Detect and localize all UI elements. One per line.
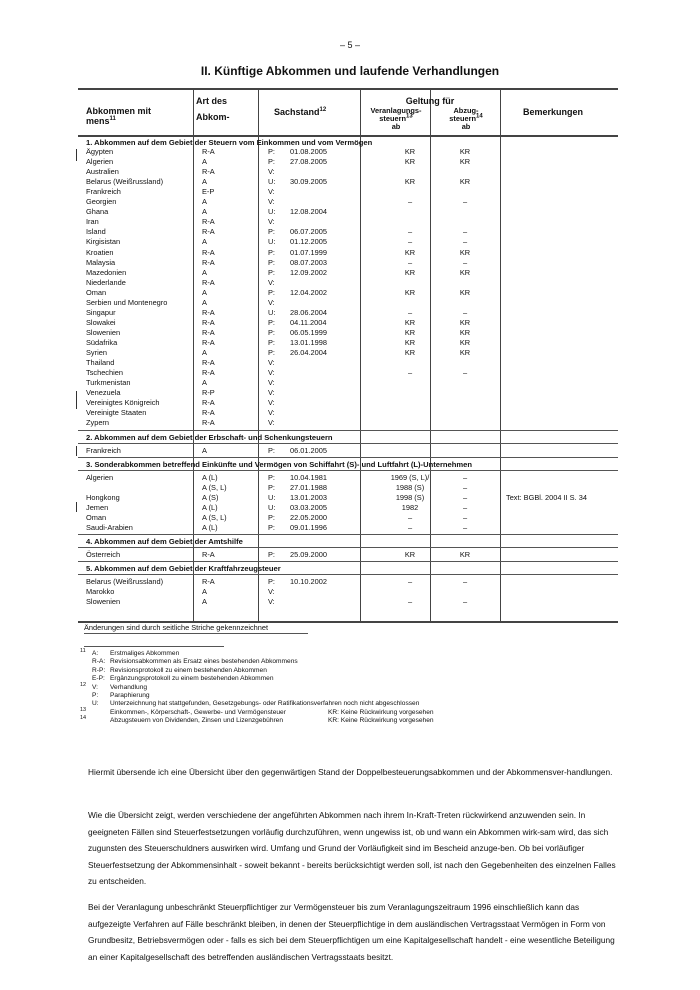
footnote-abbreviation: R-P: xyxy=(92,666,106,674)
cell-date: 12.08.2004 xyxy=(290,207,327,217)
cell-withholding: – xyxy=(462,368,468,378)
cell-date: 01.07.1999 xyxy=(290,247,327,257)
cell-withholding: KR xyxy=(459,147,471,156)
cell-type: R-A xyxy=(202,227,215,237)
section-rule xyxy=(78,457,618,458)
cell-country: Slowenien xyxy=(86,597,121,606)
cell-status: P: xyxy=(268,157,275,167)
cell-status: U: xyxy=(268,177,276,187)
footnote-line xyxy=(80,717,600,725)
table-row xyxy=(78,288,618,298)
table-row xyxy=(78,197,618,207)
cell-country: Ghana xyxy=(86,207,109,217)
cell-date: 09.01.1996 xyxy=(290,523,327,532)
header-col-remarks: Bemerkungen xyxy=(523,107,584,117)
table-row xyxy=(78,483,618,493)
cell-withholding: – xyxy=(462,503,468,512)
footnote-line xyxy=(80,650,600,658)
cell-country: Saudi-Arabien xyxy=(86,523,133,532)
table-row xyxy=(78,248,618,258)
cell-type: R-A xyxy=(202,337,215,347)
table-row xyxy=(78,368,618,378)
cell-status: P: xyxy=(268,247,275,257)
cell-status: P: xyxy=(268,327,275,337)
table-row xyxy=(78,408,618,418)
header-rule xyxy=(78,135,618,137)
cell-status: P: xyxy=(268,513,275,522)
cell-status: P: xyxy=(268,577,275,586)
cell-type: A (S, L) xyxy=(202,513,227,522)
cell-country: Iran xyxy=(86,217,99,227)
cell-status: P: xyxy=(268,348,275,357)
cell-status: U: xyxy=(268,207,276,217)
cell-withholding: KR xyxy=(459,327,471,337)
footnote-abbreviation: R-A: xyxy=(92,658,106,666)
cell-assessment: KR xyxy=(404,317,416,327)
cell-type: A xyxy=(202,237,207,247)
cell-country: Serbien und Montenegro xyxy=(86,297,168,307)
cell-status: V: xyxy=(268,358,275,368)
section-title-income-tax: 1. Abkommen auf dem Gebiet der Steuern vom Einkommen und vom Vermögen xyxy=(86,138,373,147)
cell-status: P: xyxy=(268,147,275,156)
cell-type: A xyxy=(202,587,207,596)
table-row xyxy=(78,473,618,483)
cell-withholding: – xyxy=(462,257,468,267)
table-row xyxy=(78,308,618,318)
cell-assessment: 1982 xyxy=(401,503,419,512)
cell-assessment: – xyxy=(407,197,413,207)
cell-assessment: – xyxy=(407,577,413,586)
cell-date: 10.10.2002 xyxy=(290,577,327,586)
cell-status: V: xyxy=(268,187,275,197)
header-col-status: Sachstand$^{12}$ xyxy=(274,107,327,117)
cell-country: Slowakei xyxy=(86,317,116,327)
footnote-text: Abzugsteuern von Dividenden, Zinsen und Lizenzgebühren xyxy=(110,717,284,725)
cell-country: Oman xyxy=(86,513,107,522)
cell-status: P: xyxy=(268,337,275,347)
cell-date: 10.04.1981 xyxy=(290,473,327,482)
cell-country: Algerien xyxy=(86,473,114,482)
cell-withholding: KR xyxy=(459,287,471,297)
cell-type: R-A xyxy=(202,167,215,177)
cell-assessment: – xyxy=(407,513,413,522)
footnote-text: Einkommen-, Körperschaft-, Gewerbe- und Vermögensteuer xyxy=(110,708,286,716)
cell-withholding: KR xyxy=(459,317,471,327)
cell-status: V: xyxy=(268,408,275,418)
cell-status: U: xyxy=(268,307,276,317)
footnote-text-note: KR: Keine Rückwirkung vorgesehen xyxy=(328,708,434,716)
cell-assessment: KR xyxy=(404,147,416,156)
cell-withholding: KR xyxy=(459,337,471,347)
cell-withholding: – xyxy=(462,577,468,586)
section-rule xyxy=(78,574,618,575)
cell-country: Vereinigte Staaten xyxy=(86,408,147,418)
cell-assessment: 1998 (S) xyxy=(395,493,425,502)
cell-type: R-P xyxy=(202,388,215,398)
footnote-text: Paraphierung xyxy=(110,691,150,699)
cell-type: A xyxy=(202,287,207,297)
footnote-number: 13 xyxy=(80,706,87,713)
cell-type: R-A xyxy=(202,550,215,559)
cell-country: Mazedonien xyxy=(86,267,127,277)
cell-remark: Text: BGBl. 2004 II S. 34 xyxy=(506,493,587,502)
cell-country: Jemen xyxy=(86,503,109,512)
cell-status: V: xyxy=(268,217,275,227)
cell-assessment: – xyxy=(407,597,413,606)
cell-status: P: xyxy=(268,550,275,559)
cell-type: E-P xyxy=(202,187,215,197)
cell-status: P: xyxy=(268,523,275,532)
cell-date: 12.09.2002 xyxy=(290,267,327,277)
section-rule xyxy=(78,561,618,562)
cell-status: V: xyxy=(268,388,275,398)
header-col-country: Abkommen mit mens$^{11}$ xyxy=(86,106,152,126)
section-title-shipping-aviation: 3. Sonderabkommen betreffend Einkünfte und Vermögen von Schiffahrt (S)- und Luftfahrt (L)-Unternehmen xyxy=(86,460,473,469)
cell-status: V: xyxy=(268,167,275,177)
footnote-line xyxy=(80,706,600,717)
cell-status: P: xyxy=(268,287,275,297)
cell-date: 06.07.2005 xyxy=(290,227,327,237)
table-row xyxy=(78,398,618,408)
section-rule xyxy=(78,534,618,535)
cell-withholding: KR xyxy=(459,267,471,277)
table-row xyxy=(78,177,618,187)
cell-status: P: xyxy=(268,473,275,482)
cell-type: R-A xyxy=(202,217,215,227)
cell-country: Niederlande xyxy=(86,277,126,287)
cell-country: Belarus (Weißrussland) xyxy=(86,177,164,187)
footnote-abbreviation: U: xyxy=(92,700,99,708)
table-row xyxy=(78,358,618,368)
cell-type: A (S) xyxy=(202,493,219,502)
cell-status: V: xyxy=(268,378,275,388)
cell-status: P: xyxy=(268,317,275,327)
cell-assessment: KR xyxy=(404,348,416,357)
cell-status: V: xyxy=(268,197,275,207)
cell-type: A xyxy=(202,207,207,217)
cell-status: P: xyxy=(268,446,275,455)
cell-type: R-A xyxy=(202,577,215,586)
footnotes xyxy=(80,650,600,726)
cell-assessment: KR xyxy=(404,327,416,337)
cell-country: Algerien xyxy=(86,157,114,167)
cell-assessment: KR xyxy=(404,157,416,167)
cell-withholding: – xyxy=(462,197,468,207)
cell-type: A (L) xyxy=(202,523,218,532)
table-row xyxy=(78,217,618,227)
cell-country: Belarus (Weißrussland) xyxy=(86,577,164,586)
footnote-line xyxy=(80,681,600,692)
cell-withholding: – xyxy=(462,307,468,317)
section-title-vehicle-tax: 5. Abkommen auf dem Gebiet der Kraftfahrzeugsteuer xyxy=(86,564,281,573)
table-row xyxy=(78,268,618,278)
cell-withholding: KR xyxy=(459,348,471,357)
cell-country: Turkmenistan xyxy=(86,378,131,388)
cell-status: U: xyxy=(268,503,276,512)
table-row xyxy=(78,503,618,513)
cell-country: Kroatien xyxy=(86,247,114,257)
table-row xyxy=(78,318,618,328)
cell-type: R-A xyxy=(202,358,215,368)
table-row xyxy=(78,227,618,237)
cell-status: V: xyxy=(268,398,275,408)
cell-assessment: – xyxy=(407,523,413,532)
cell-withholding: – xyxy=(462,513,468,522)
table-row xyxy=(78,157,618,167)
table-row xyxy=(78,167,618,177)
table-row xyxy=(78,388,618,398)
footnote-text: Unterzeichnung hat stattgefunden, Gesetzgebungs- oder Ratifikationsverfahren noch nicht abgeschlossen xyxy=(110,700,420,708)
cell-date: 28.06.2004 xyxy=(290,307,327,317)
cell-type: R-A xyxy=(202,408,215,418)
table-row xyxy=(78,147,618,157)
cell-status: P: xyxy=(268,267,275,277)
cell-type: R-A xyxy=(202,317,215,327)
footnote-abbreviation: P: xyxy=(92,691,99,699)
cell-type: A xyxy=(202,446,207,455)
cell-type: R-A xyxy=(202,277,215,287)
footnote-line xyxy=(80,667,600,675)
cell-status: V: xyxy=(268,277,275,287)
cell-country: Österreich xyxy=(86,550,121,559)
cell-status: P: xyxy=(268,257,275,267)
footnote-text: Revisionsabkommen als Ersatz eines bestehenden Abkommens xyxy=(110,658,298,666)
cell-country: Hongkong xyxy=(86,493,120,502)
table-row xyxy=(78,550,618,560)
table-row xyxy=(78,348,618,358)
cell-country: Frankreich xyxy=(86,187,121,197)
cell-assessment: KR xyxy=(404,267,416,277)
cell-country: Malaysia xyxy=(86,257,116,267)
table-row xyxy=(78,278,618,288)
table-row xyxy=(78,587,618,597)
cell-date: 22.05.2000 xyxy=(290,513,327,522)
section-title-inheritance-tax: 2. Abkommen auf dem Gebiet der Erbschaft- und Schenkungsteuern xyxy=(86,433,333,442)
cell-status: U: xyxy=(268,493,276,502)
cell-date: 01.08.2005 xyxy=(290,147,327,156)
table-row xyxy=(78,577,618,587)
cell-type: A xyxy=(202,197,207,207)
footnote-abbreviation: V: xyxy=(92,683,98,691)
cell-withholding: – xyxy=(462,597,468,606)
cell-type: A (S, L) xyxy=(202,483,227,492)
header-col-validity: Geltung für xyxy=(405,96,455,106)
table-row xyxy=(78,328,618,338)
cell-type: A (L) xyxy=(202,503,218,512)
cell-country: Singapur xyxy=(86,307,116,317)
cell-date: 27.01.1988 xyxy=(290,483,327,492)
footnote-text: Erstmaliges Abkommen xyxy=(110,650,180,657)
cell-withholding: – xyxy=(462,523,468,532)
cell-type: A xyxy=(202,157,207,167)
table-row xyxy=(78,187,618,197)
cell-country: Frankreich xyxy=(86,446,121,455)
treaty-table xyxy=(78,88,618,623)
change-marker xyxy=(76,149,77,161)
cell-status: P: xyxy=(268,483,275,492)
footnote-rule xyxy=(84,646,224,647)
cell-date: 13.01.1998 xyxy=(290,337,327,347)
footnote-text: Verhandlung xyxy=(110,683,148,691)
cell-country: Südafrika xyxy=(86,337,118,347)
cell-date: 26.04.2004 xyxy=(290,348,327,357)
page-number: – 5 – xyxy=(339,40,361,50)
cell-type: A (L) xyxy=(202,473,218,482)
change-marker xyxy=(76,391,77,409)
footnote-abbreviation: E-P: xyxy=(92,675,105,683)
change-marker xyxy=(76,446,77,456)
footnote-line xyxy=(80,675,600,683)
cell-type: R-A xyxy=(202,147,215,156)
cell-withholding: – xyxy=(462,493,468,502)
section-rule xyxy=(78,430,618,431)
paragraph-wealth-tax: Bei der Veranlagung unbeschränkt Steuerpflichtiger zur Vermögensteuer bis zum Veranlagungszeitraum 1996 einschließlich kann das aufgezeigte Verfahren auf Fälle beschränkt bleiben, in denen der Steuerpflichtige in dem ausländischen Vertragsstaat Vermögen in Form von Grundbesitz, Betriebsvermögen oder - falls es sich bei dem Steuerpflichtigen um eine Kapitalgesellschaft handelt - eine wesentliche Beteiligung an einer Kapitalgesellschaft des betreffenden ausländischen Vertragsstaats besitzt. xyxy=(88,902,615,962)
table-note: Änderungen sind durch seitliche Striche gekennzeichnet xyxy=(84,623,269,632)
header-col-withholding-taxes: Abzug- steuern$^{14}$ ab xyxy=(449,106,483,131)
cell-date: 13.01.2003 xyxy=(290,493,327,502)
cell-country: Tschechien xyxy=(86,368,123,378)
cell-country: Zypern xyxy=(86,418,110,428)
cell-withholding: KR xyxy=(459,550,471,559)
cell-country: Oman xyxy=(86,287,107,297)
footnote-text-note: KR: Keine Rückwirkung vorgesehen xyxy=(328,717,434,725)
cell-country: Thailand xyxy=(86,358,115,368)
cell-withholding: – xyxy=(462,483,468,492)
footnote-number: 12 xyxy=(80,681,87,688)
cell-type: A xyxy=(202,267,207,277)
cell-country: Marokko xyxy=(86,587,115,596)
cell-type: R-A xyxy=(202,398,215,408)
cell-status: V: xyxy=(268,587,275,596)
cell-assessment: 1988 (S) xyxy=(395,483,425,492)
section-title-administrative-assistance: 4. Abkommen auf dem Gebiet der Amtshilfe xyxy=(86,537,243,546)
table-row xyxy=(78,523,618,533)
cell-status: V: xyxy=(268,297,275,307)
cell-assessment: – xyxy=(407,368,413,378)
cell-type: R-A xyxy=(202,368,215,378)
cell-type: A xyxy=(202,348,207,357)
cell-assessment: 1969 (S, L)/ xyxy=(390,473,430,482)
cell-type: A xyxy=(202,378,207,388)
footnote-line xyxy=(80,692,600,700)
cell-status: V: xyxy=(268,368,275,378)
table-row xyxy=(78,258,618,268)
cell-status: P: xyxy=(268,227,275,237)
cell-status: V: xyxy=(268,418,275,428)
cell-assessment: – xyxy=(407,227,413,237)
footnote-text: Ergänzungsprotokoll zu einem bestehenden Abkommen xyxy=(110,675,274,683)
cell-country: Kirgisistan xyxy=(86,237,121,247)
cell-type: R-A xyxy=(202,327,215,337)
table-row xyxy=(78,418,618,428)
section-rule xyxy=(78,443,618,444)
paragraph-retroactive: Wie die Übersicht zeigt, werden verschiedene der angeführten Abkommen nach ihrem In-Kraft-Treten rückwirkend anzuwenden sein. In geeigneten Fällen sind Steuerfestsetzungen vorläufig durchzuführen, wenn ungewiss ist, ob und wann ein Abkommen wirk-sam wird, das sich zugunsten des Steuerschuldners auswirken wird. Umfang und Grund der Vorläufigkeit sind im Bescheid anzuge-ben. Ob bei vorläufiger Steuerfestsetzung der Abkommensinhalt - soweit bekannt - bereits berücksichtigt werden soll, ist nach den Gegebenheiten des einzelnen Falles zu entscheiden. xyxy=(88,810,616,887)
section-rule xyxy=(78,547,618,548)
cell-type: R-A xyxy=(202,418,215,428)
cell-country: Slowenien xyxy=(86,327,121,337)
cell-assessment: KR xyxy=(404,287,416,297)
cell-country: Syrien xyxy=(86,348,107,357)
paragraph-intro: Hiermit übersende ich eine Übersicht über den gegenwärtigen Stand der Doppelbesteuerungsabkommen und der Abkommensver-handlungen. xyxy=(88,767,613,777)
cell-date: 25.09.2000 xyxy=(290,550,327,559)
cell-type: R-A xyxy=(202,307,215,317)
cell-country: Island xyxy=(86,227,106,237)
cell-country: Australien xyxy=(86,167,119,177)
table-row xyxy=(78,237,618,247)
table-note-rule xyxy=(84,633,308,634)
footnote-line xyxy=(80,658,600,666)
cell-assessment: – xyxy=(407,307,413,317)
table-row xyxy=(78,597,618,607)
cell-country: Georgien xyxy=(86,197,117,207)
table-row xyxy=(78,493,618,503)
cell-date: 03.03.2005 xyxy=(290,503,327,512)
cell-country: Venezuela xyxy=(86,388,121,398)
page-title: II. Künftige Abkommen und laufende Verhandlungen xyxy=(200,64,500,78)
cell-type: A xyxy=(202,297,207,307)
cell-assessment: KR xyxy=(404,550,416,559)
cell-type: A xyxy=(202,597,207,606)
cell-assessment: KR xyxy=(404,177,416,187)
cell-type: R-A xyxy=(202,257,215,267)
table-row xyxy=(78,298,618,308)
cell-assessment: – xyxy=(407,257,413,267)
footnote-number: 11 xyxy=(80,648,86,654)
change-marker xyxy=(76,502,77,512)
cell-country: Vereinigtes Königreich xyxy=(86,398,160,408)
table-row xyxy=(78,513,618,523)
cell-withholding: KR xyxy=(459,157,471,167)
header-col-type: Art des Abkom- xyxy=(196,96,230,122)
cell-withholding: – xyxy=(462,473,468,482)
cell-withholding: – xyxy=(462,237,468,247)
footnote-text: Revisionsprotokoll zu einem bestehenden Abkommen xyxy=(110,666,267,674)
cell-withholding: KR xyxy=(459,247,471,257)
cell-country: Ägypten xyxy=(86,147,114,156)
cell-assessment: – xyxy=(407,237,413,247)
cell-assessment: KR xyxy=(404,337,416,347)
footnote-number: 14 xyxy=(80,715,87,722)
footnote-abbreviation: A: xyxy=(92,650,99,657)
cell-withholding: KR xyxy=(459,177,471,187)
header-col-assessment-taxes: Veranlagungs- steuern$^{13}$ ab xyxy=(370,106,422,131)
cell-date: 04.11.2004 xyxy=(290,317,327,327)
cell-date: 06.05.1999 xyxy=(290,327,327,337)
section-rule xyxy=(78,470,618,471)
cell-status: V: xyxy=(268,597,275,606)
table-row xyxy=(78,338,618,348)
table-row xyxy=(78,378,618,388)
table-row xyxy=(78,446,618,456)
cell-withholding: – xyxy=(462,227,468,237)
cell-date: 30.09.2005 xyxy=(290,177,327,187)
footnote-line xyxy=(80,700,600,708)
cell-assessment: KR xyxy=(404,247,416,257)
cell-date: 08.07.2003 xyxy=(290,257,327,267)
cell-date: 01.12.2005 xyxy=(290,237,327,247)
cell-type: A xyxy=(202,177,207,187)
cell-type: R-A xyxy=(202,247,215,257)
cell-date: 12.04.2002 xyxy=(290,287,327,297)
table-row xyxy=(78,207,618,217)
cell-status: U: xyxy=(268,237,276,247)
cell-date: 27.08.2005 xyxy=(290,157,327,167)
cell-date: 06.01.2005 xyxy=(290,446,327,455)
